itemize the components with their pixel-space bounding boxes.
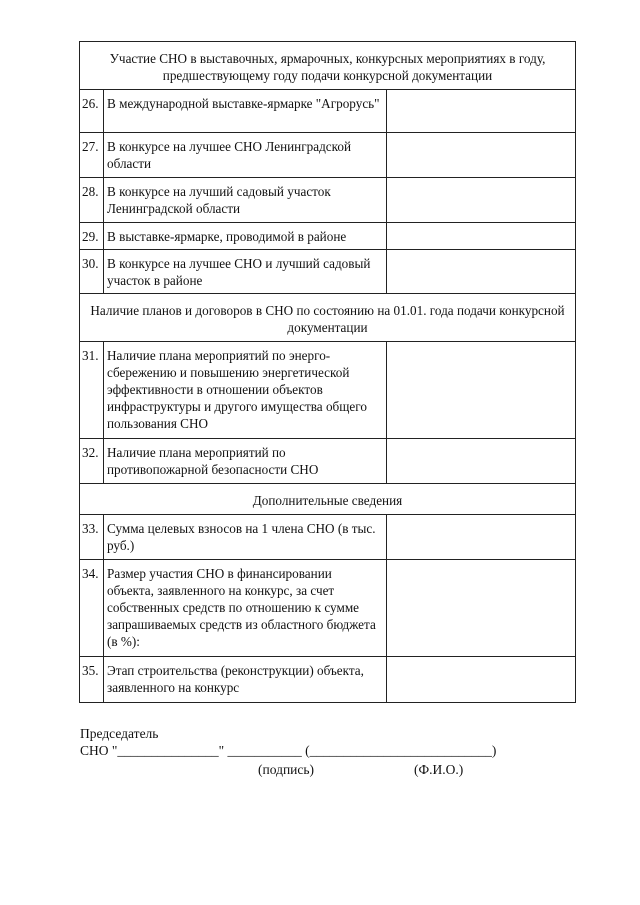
table-row [80, 250, 576, 294]
row-label: Размер участия СНО в финансировании объекта, заявленного на конкурс, за счет собственных средств по отношению к сумме запрашиваемых средств из областного бюджета (в %): [104, 560, 387, 657]
section-title: Дополнительные сведения [80, 484, 576, 515]
row-number: 29. [80, 223, 104, 250]
section-title: Наличие планов и договоров в СНО по состоянию на 01.01. года подачи конкурсной документации [80, 294, 576, 342]
row-value-cell[interactable] [387, 342, 576, 439]
row-label: Наличие плана мероприятий по противопожарной безопасности СНО [104, 439, 387, 484]
row-value-cell[interactable] [387, 439, 576, 484]
row-number: 32. [80, 439, 104, 484]
row-label: В конкурсе на лучшее СНО и лучший садовый участок в районе [104, 250, 387, 294]
table-row [80, 223, 576, 250]
row-label: Этап строительства (реконструкции) объекта, заявленного на конкурс [104, 657, 387, 703]
row-number: 35. [80, 657, 104, 703]
row-number: 27. [80, 133, 104, 178]
application-form-table [79, 41, 576, 703]
row-value-cell[interactable] [387, 515, 576, 560]
row-number: 31. [80, 342, 104, 439]
table-row [80, 90, 576, 133]
row-value-cell[interactable] [387, 133, 576, 178]
row-number: 28. [80, 178, 104, 223]
row-label: В международной выставке-ярмарке "Агрорусь" [104, 90, 387, 133]
signature-caption: (подпись) [258, 762, 315, 777]
table-row [80, 560, 576, 657]
row-label: В выставке-ярмарке, проводимой в районе [104, 223, 387, 250]
row-label: В конкурсе на лучшее СНО Ленинградской области [104, 133, 387, 178]
row-number: 30. [80, 250, 104, 294]
table-row [80, 133, 576, 178]
row-number: 33. [80, 515, 104, 560]
row-value-cell[interactable] [387, 223, 576, 250]
table-row [80, 178, 576, 223]
table-row [80, 515, 576, 560]
table-row [80, 439, 576, 484]
row-label: Сумма целевых взносов на 1 члена СНО (в тыс. руб.) [104, 515, 387, 560]
row-label: Наличие плана мероприятий по энерго-сбережению и повышению энергетической эффективности в отношении объектов инфраструктуры и другого имущества общего пользования СНО [104, 342, 387, 439]
row-value-cell[interactable] [387, 560, 576, 657]
signature-role-label: Председатель [80, 726, 159, 741]
row-label: В конкурсе на лучший садовый участок Ленинградской области [104, 178, 387, 223]
section-header-row [80, 484, 576, 515]
section-title: Участие СНО в выставочных, ярмарочных, конкурсных мероприятиях в году, предшествующему году подачи конкурсной документации [80, 42, 576, 90]
row-value-cell[interactable] [387, 178, 576, 223]
section-header-row [80, 42, 576, 90]
row-value-cell[interactable] [387, 657, 576, 703]
row-value-cell[interactable] [387, 250, 576, 294]
row-number: 34. [80, 560, 104, 657]
signature-line: СНО "_______________" ___________ (___________________________) [80, 743, 497, 758]
row-number: 26. [80, 90, 104, 133]
table-row [80, 342, 576, 439]
section-header-row [80, 294, 576, 342]
table-row [80, 657, 576, 703]
row-value-cell[interactable] [387, 90, 576, 133]
name-caption: (Ф.И.О.) [414, 762, 464, 777]
